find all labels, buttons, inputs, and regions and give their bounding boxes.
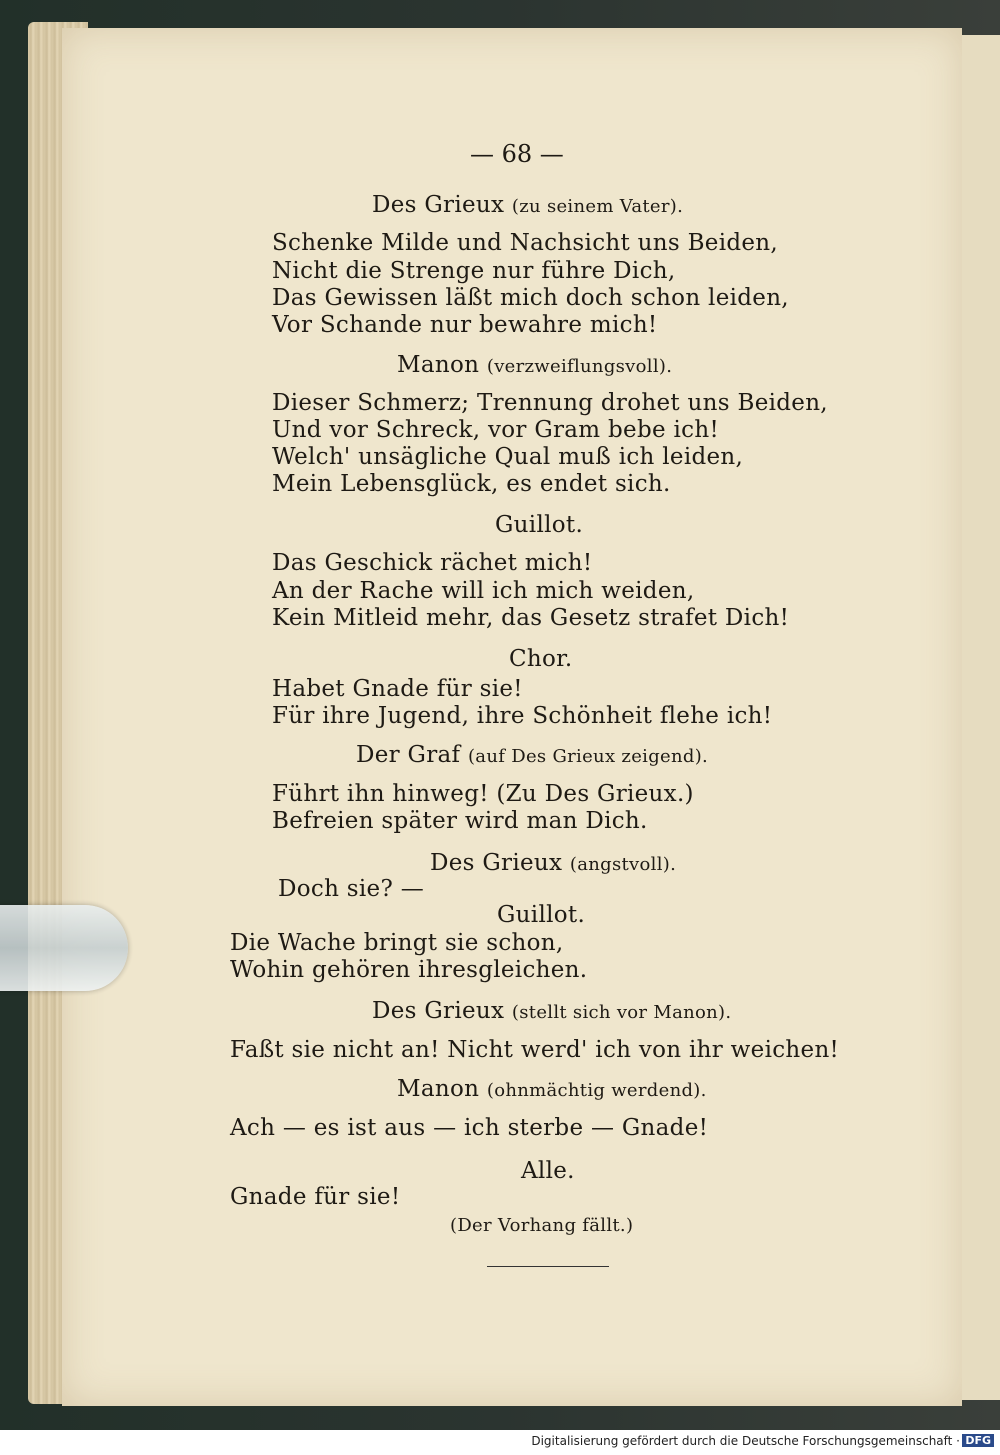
speaker-line	[521, 1158, 575, 1184]
speaker: Guillot.	[495, 512, 584, 538]
stage-direction: (stellt sich vor Manon).	[511, 1002, 732, 1023]
stage-direction: (ohnmächtig werdend).	[486, 1080, 707, 1101]
speaker-line	[495, 512, 583, 538]
speaker: Des Grieux	[372, 192, 505, 218]
speaker: Alle.	[521, 1158, 575, 1184]
speaker: Chor.	[509, 646, 573, 672]
speaker-line	[397, 352, 672, 378]
speaker: Des Grieux	[372, 998, 505, 1024]
verse-line: Und vor Schreck, vor Gram bebe ich!	[272, 417, 719, 443]
speaker: Der Graf	[356, 742, 461, 768]
verse-line: Ach — es ist aus — ich sterbe — Gnade!	[230, 1115, 709, 1141]
speaker-line	[397, 1076, 707, 1102]
footer-credit: Digitalisierung gefördert durch die Deutsche Forschungsgemeinschaft ·	[531, 1434, 960, 1448]
stage-direction: (verzweiflungsvoll).	[486, 356, 673, 377]
verse-line: Faßt sie nicht an! Nicht werd' ich von ihr weichen!	[230, 1037, 840, 1063]
verse-line: Die Wache bringt sie schon,	[230, 930, 564, 956]
verse-line: Schenke Milde und Nachsicht uns Beiden,	[272, 230, 779, 256]
verse-line: Dieser Schmerz; Trennung drohet uns Beiden,	[272, 390, 828, 416]
speaker-line	[430, 850, 676, 876]
dfg-logo: DFG	[962, 1434, 994, 1447]
verse-line: Für ihre Jugend, ihre Schönheit flehe ich!	[272, 703, 773, 729]
stage-direction: (Der Vorhang fällt.)	[450, 1215, 634, 1236]
verse-line: Doch sie? —	[278, 876, 425, 902]
speaker-line	[372, 998, 731, 1024]
verse-line: Habet Gnade für sie!	[272, 676, 523, 702]
verse-line: An der Rache will ich mich weiden,	[272, 578, 695, 604]
speaker-line	[509, 646, 573, 672]
verse-line: Befreien später wird man Dich.	[272, 808, 648, 834]
thumb-overlay	[0, 905, 128, 991]
verse-line: Mein Lebensglück, es endet sich.	[272, 471, 671, 497]
speaker-line	[497, 902, 585, 928]
verse-line: Das Geschick rächet mich!	[272, 550, 593, 576]
verse-line: Das Gewissen läßt mich doch schon leiden,	[272, 285, 789, 311]
verse-line: Kein Mitleid mehr, das Gesetz strafet Dich!	[272, 605, 790, 631]
speaker: Guillot.	[497, 902, 586, 928]
speaker-line	[372, 192, 683, 218]
verse-line: Nicht die Strenge nur führe Dich,	[272, 258, 676, 284]
speaker: Manon	[397, 1076, 480, 1102]
stage-direction: (zu seinem Vater).	[511, 196, 684, 217]
stage-direction: (angstvoll).	[569, 854, 677, 875]
speaker: Manon	[397, 352, 480, 378]
speaker: Des Grieux	[430, 850, 563, 876]
verse-line: Vor Schande nur bewahre mich!	[272, 312, 658, 338]
stage-direction-line	[450, 1211, 633, 1237]
speaker-line	[356, 742, 708, 768]
page-number: — 68 —	[470, 140, 564, 168]
verse-line: Wohin gehören ihresgleichen.	[230, 957, 588, 983]
verse-line: Führt ihn hinweg! (Zu Des Grieux.)	[272, 781, 694, 807]
verse-line: Gnade für sie!	[230, 1184, 401, 1210]
verse-line: Welch' unsägliche Qual muß ich leiden,	[272, 444, 744, 470]
end-rule	[487, 1266, 609, 1267]
stage-direction: (auf Des Grieux zeigend).	[467, 746, 709, 767]
